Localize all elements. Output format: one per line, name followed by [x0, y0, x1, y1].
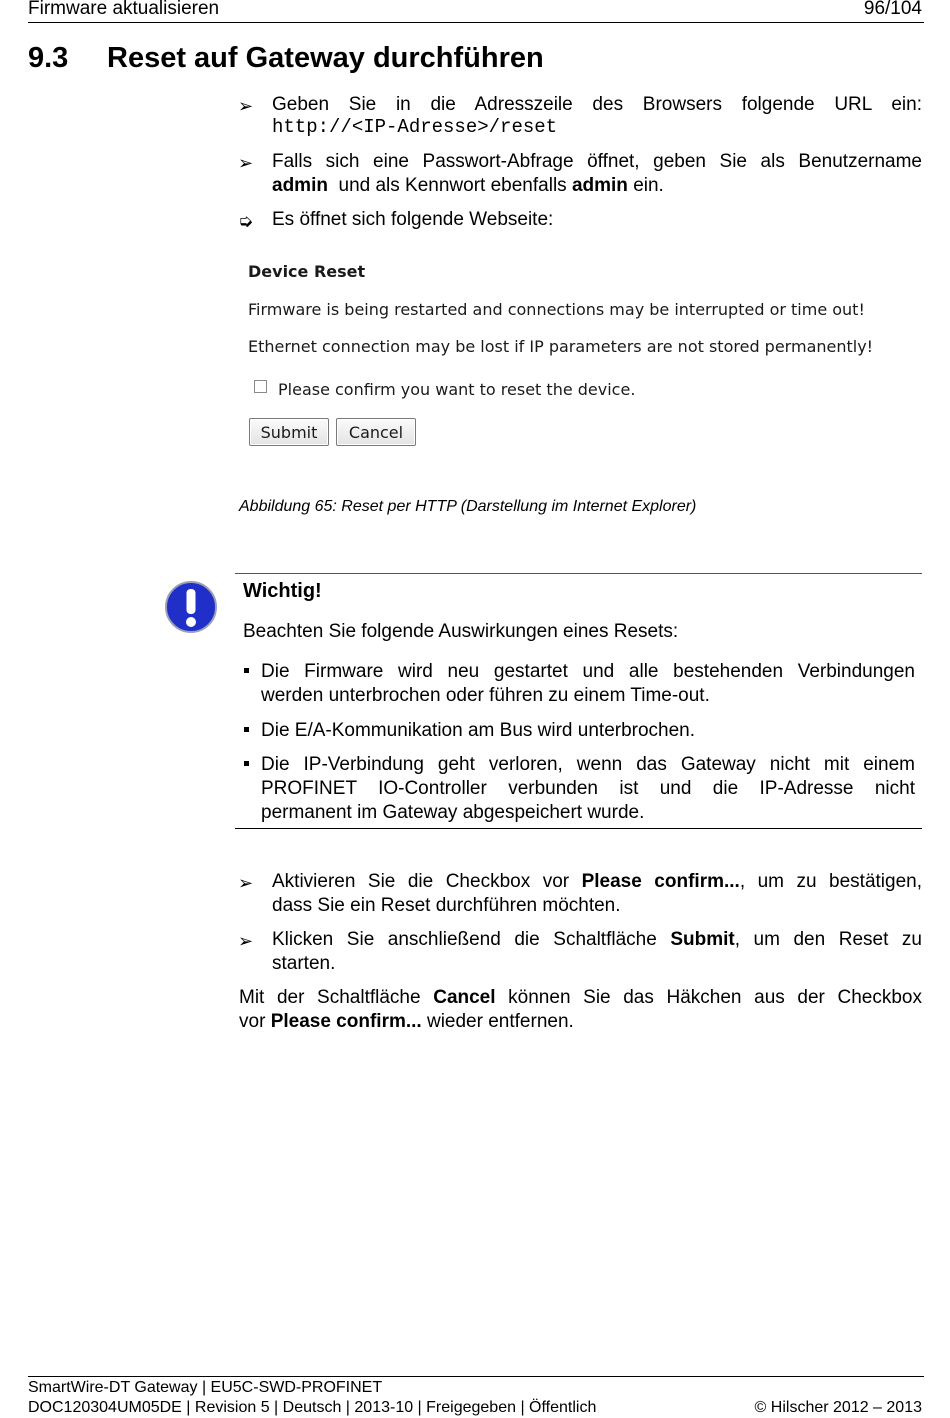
step3-line2: dass Sie ein Reset durchführen möchten. [272, 895, 621, 916]
header-rule [28, 22, 924, 23]
note-intro: Beachten Sie folgende Auswirkungen eines Resets: [243, 621, 679, 642]
submit-button[interactable]: Submit [249, 418, 329, 446]
note-title: Wichtig! [243, 580, 322, 602]
step4-line1 [272, 928, 922, 952]
square-bullet-icon [244, 668, 249, 673]
square-bullet-icon [244, 761, 249, 766]
username-value: admin [272, 175, 328, 196]
arrow-bullet-icon: ➢ [238, 153, 254, 173]
running-header-title: Firmware aktualisieren [28, 0, 220, 19]
note-bullet3-line3: permanent im Gateway abgespeichert wurde. [261, 802, 645, 823]
step4-line2: starten. [272, 953, 336, 974]
note-bullet3-line1: Die IP-Verbindung geht verloren, wenn das Gateway nicht mit einem [261, 754, 915, 775]
webpage-warning-1: Firmware is being restarted and connections may be interrupted or time out! [248, 300, 865, 319]
step2-line1: Falls sich eine Passwort-Abfrage öffnet, geben Sie als Benutzername [272, 151, 922, 172]
result-arrow-icon: ➭ [238, 211, 254, 231]
password-value: admin [571, 175, 628, 196]
para2-bold: Please confirm... [270, 1011, 422, 1032]
step2-line2 [272, 174, 664, 198]
cancel-paragraph-line1 [239, 986, 922, 1010]
step2-end: ein. [633, 175, 664, 196]
arrow-bullet-icon: ➢ [238, 873, 254, 893]
note-bullet2: Die E/A-Kommunikation am Bus wird unterbrochen. [261, 720, 696, 741]
arrow-bullet-icon: ➢ [238, 96, 254, 116]
step2-mid: und als Kennwort ebenfalls [338, 175, 567, 196]
para-pre: Mit der Schaltfläche [239, 987, 421, 1008]
step3-post: , um zu bestätigen, [739, 871, 922, 892]
step3-line1 [272, 870, 922, 894]
step3-bold: Please confirm... [581, 871, 740, 892]
footer-doc-info: DOC120304UM05DE | Revision 5 | Deutsch | 2013-10 | Freigegeben | Öffentlich [28, 1399, 597, 1416]
cancel-paragraph-line2 [239, 1010, 574, 1034]
step3-pre: Aktivieren Sie die Checkbox vor [272, 871, 570, 892]
webpage-title: Device Reset [248, 262, 366, 281]
footer-rule [28, 1376, 924, 1377]
para2-post: wieder entfernen. [426, 1011, 574, 1032]
step4-bold: Submit [670, 929, 735, 950]
step4-post: , um den Reset zu [734, 929, 922, 950]
note-top-rule [235, 573, 922, 574]
footer-product: SmartWire-DT Gateway | EU5C-SWD-PROFINET [28, 1379, 383, 1396]
square-bullet-icon [244, 727, 249, 732]
exclamation-icon [164, 580, 218, 634]
confirm-label: Please confirm you want to reset the device. [278, 380, 636, 399]
cancel-button[interactable]: Cancel [336, 418, 416, 446]
page-number: 96/104 [863, 0, 922, 19]
webpage-warning-2: Ethernet connection may be lost if IP parameters are not stored permanently! [248, 337, 874, 356]
para2-pre: vor [239, 1011, 266, 1032]
note-bullet3-line2: PROFINET IO-Controller verbunden ist und die IP-Adresse nicht [261, 778, 915, 799]
para-post: können Sie das Häkchen aus der Checkbox [508, 987, 922, 1008]
para-bold: Cancel [433, 987, 496, 1008]
confirm-checkbox[interactable] [254, 380, 267, 393]
note-bullet1-line1: Die Firmware wird neu gestartet und alle bestehenden Verbindungen [261, 661, 915, 682]
note-bottom-rule [235, 828, 922, 829]
figure-caption: Abbildung 65: Reset per HTTP (Darstellung im Internet Explorer) [239, 498, 697, 515]
step1-text: Geben Sie in die Adresszeile des Browsers folgende URL ein: [272, 94, 922, 115]
step4-pre: Klicken Sie anschließend die Schaltfläche [272, 929, 657, 950]
note-bullet1-line2: werden unterbrochen oder führen zu einem Time-out. [261, 685, 710, 706]
step1-url: http://<IP-Adresse>/reset [272, 116, 558, 138]
section-title: Reset auf Gateway durchführen [107, 42, 544, 74]
section-number: 9.3 [28, 42, 69, 74]
footer-copyright: © Hilscher 2012 – 2013 [754, 1399, 922, 1416]
arrow-bullet-icon: ➢ [238, 931, 254, 951]
result-text: Es öffnet sich folgende Webseite: [272, 209, 554, 230]
